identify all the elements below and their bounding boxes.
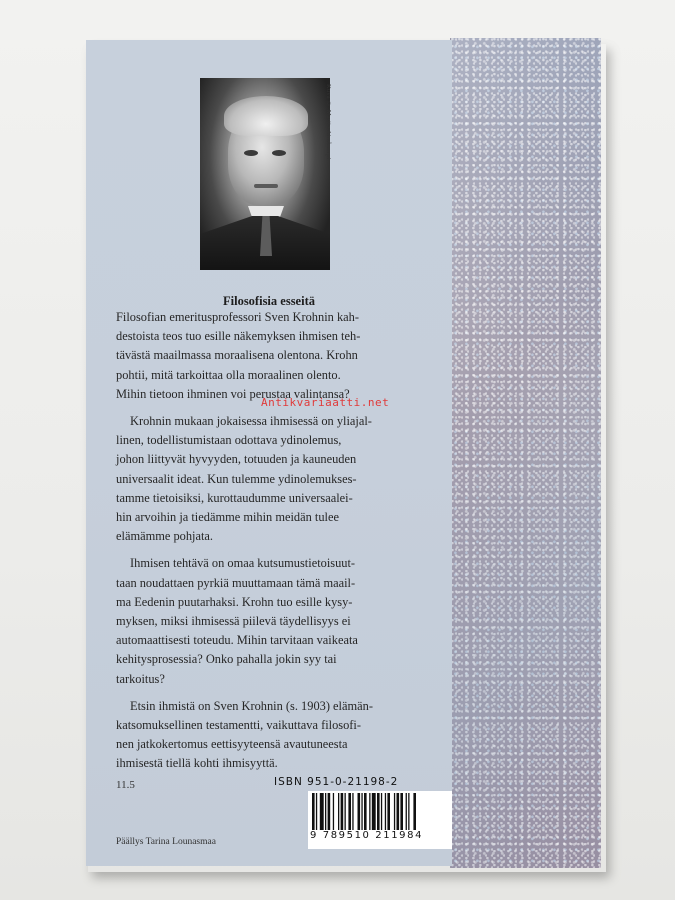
text-line: destoista teos tuo esille näkemyksen ihmisen teh- [116, 329, 361, 344]
barcode-bar [333, 793, 334, 831]
barcode-bar [394, 793, 395, 831]
barcode-bar [385, 793, 386, 831]
text-line: ma Eedenin puutarhaksi. Krohn tuo esille kysy- [116, 594, 353, 609]
portrait-hair [224, 96, 308, 136]
price-code: 11.5 [116, 779, 135, 791]
text-line: taan noudattaen pyrkiä muuttamaan tämä maail- [116, 575, 356, 590]
text-line: tamme tietoisiksi, kurottaudumme universaalei- [116, 490, 353, 505]
text-line: hin arvoihin ja tiedämme mihin meidän tulee [116, 510, 339, 525]
text-line: Filosofian emeritusprofessori Sven Krohnin kah- [116, 310, 359, 324]
barcode-bar [400, 793, 403, 831]
barcode-bar [352, 793, 353, 831]
blurb-paragraph [116, 697, 436, 774]
blurb-heading: Filosofisia esseitä [222, 294, 315, 308]
text-line: kehitysprosessia? Onko pahalla jokin syy tai [116, 652, 337, 667]
barcode-bar [381, 793, 382, 831]
barcode-bar [358, 793, 361, 831]
book-spine-texture [450, 38, 601, 868]
author-portrait [200, 78, 330, 270]
spine-sheen [451, 38, 601, 868]
portrait-eye-right [272, 150, 286, 156]
barcode-number: 9 789510 211984 [310, 830, 450, 841]
text-line: tävästä maailmassa moraalisena olentona. Krohn [116, 348, 358, 363]
blurb-paragraph [116, 554, 436, 688]
portrait-eye-left [244, 150, 258, 156]
photo-credit: Kuva © Martta Airaksorpi [325, 84, 332, 160]
text-line: pohtii, mitä tarkoittaa olla moraalinen olento. [116, 367, 341, 382]
barcode-bar [312, 793, 315, 831]
barcode-bar [408, 793, 409, 831]
barcode-bar [413, 793, 416, 831]
text-line: elämämme pohjata. [116, 529, 214, 544]
barcode-bar [387, 793, 390, 831]
text-line: myksen, miksi ihmisessä piilevä täydellisyys ei [116, 614, 351, 629]
barcode-bar [406, 793, 407, 831]
barcode-bar [369, 793, 370, 831]
barcode-bar [328, 793, 331, 831]
isbn-label: ISBN 951-0-21198-2 [274, 776, 399, 788]
text-line: katsomuksellinen testamentti, vaikuttava filosofi- [116, 718, 362, 733]
barcode-bar [377, 793, 380, 831]
text-line: tarkoitus? [116, 671, 165, 686]
barcode-bar [372, 793, 376, 831]
barcode-bar [320, 793, 324, 831]
text-line: ihmisestä tiellä kohti ihmisyyttä. [116, 756, 278, 771]
text-line: linen, todellistumistaan odottava ydinolemus, [116, 433, 342, 448]
back-cover [86, 40, 452, 866]
barcode-bar [345, 793, 346, 831]
text-line: Krohnin mukaan jokaisessa ihmisessä on yliajal- [130, 414, 372, 429]
barcode-bar [361, 793, 362, 831]
blurb-text [116, 308, 436, 782]
barcode-bar [364, 793, 367, 831]
portrait-mouth [254, 184, 278, 188]
watermark: Antikvariaatti.net [261, 396, 390, 409]
text-line: automaattisesti toteudu. Mihin tarvitaan vaikeata [116, 633, 358, 648]
text-line: Mihin tietoon ihminen voi perustaa valintansa? [116, 386, 350, 401]
barcode-bar [325, 793, 326, 831]
blurb-paragraph [116, 308, 436, 404]
barcode-bars [308, 791, 452, 833]
barcode-bar [338, 793, 339, 831]
barcode-bar [341, 793, 344, 831]
cover-designer: Päällys Tarina Lounasmaa [116, 837, 216, 847]
text-line: nen jatkokertomus eettisyyteensä avautuneesta [116, 737, 348, 752]
blurb-paragraph [116, 412, 436, 546]
text-line: Etsin ihmistä on Sven Krohnin (s. 1903) elämän- [130, 698, 373, 713]
text-line: johon liittyvät hyvyyden, totuuden ja kauneuden [116, 452, 357, 467]
barcode-bar [397, 793, 400, 831]
text-line: Ihmisen tehtävä on omaa kutsumustietoisuut- [130, 556, 356, 571]
text-line: universaalit ideat. Kun tulemme ydinolemukses- [116, 471, 357, 486]
barcode-bar [316, 793, 317, 831]
barcode-bar [348, 793, 351, 831]
